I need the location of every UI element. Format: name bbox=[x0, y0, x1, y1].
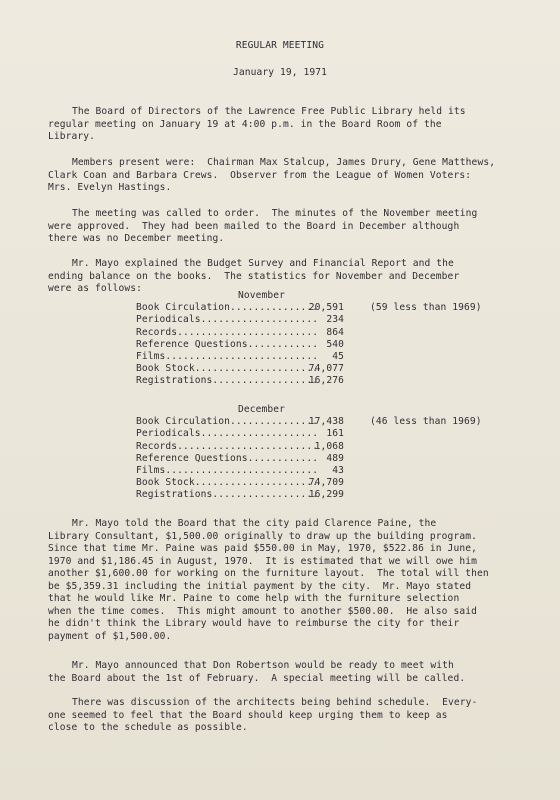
called-line: were approved. They had been mailed to the Board in December although bbox=[48, 220, 460, 232]
consultant-line: he didn't think the Library would have to reimburse the city for their bbox=[48, 618, 460, 629]
budget-line: were as follows: bbox=[48, 283, 143, 294]
stat-row: Book Stock..................... 74,077 bbox=[136, 363, 344, 375]
consultant-line: Mr. Mayo told the Board that the city paid Clarence Paine, the bbox=[72, 518, 437, 529]
intro-line: The Board of Directors of the Lawrence Free Public Library held its bbox=[72, 106, 466, 117]
paragraph-consultant bbox=[48, 518, 489, 643]
budget-line: ending balance on the books. The statistics for November and December bbox=[48, 270, 460, 282]
stat-row: Reference Questions............ 489 bbox=[136, 452, 344, 464]
intro-line: Library. bbox=[48, 131, 96, 142]
stat-row: Book Circulation............... 17,438 (46 less than 1969) bbox=[136, 416, 482, 428]
architects-line: There was discussion of the architects being behind schedule. Every- bbox=[72, 697, 478, 708]
paragraph-members bbox=[48, 157, 495, 195]
stat-row: Records........................ 1,068 bbox=[136, 440, 344, 452]
architects-line: close to the schedule as possible. bbox=[48, 722, 248, 733]
document-date: January 19, 1971 bbox=[232, 67, 327, 78]
stat-row: Films.......................... 45 bbox=[136, 350, 344, 362]
consultant-line: be $5,359.31 including the initial payment by the city. Mr. Mayo stated bbox=[48, 580, 472, 592]
called-line: The meeting was called to order. The minutes of the November meeting bbox=[72, 208, 478, 219]
robertson-line: the Board about the 1st of February. A special meeting will be called. bbox=[48, 672, 466, 684]
consultant-line: that he would like Mr. Paine to come help with the furniture selection bbox=[48, 593, 460, 604]
budget-line: Mr. Mayo explained the Budget Survey and Financial Report and the bbox=[72, 258, 454, 269]
stat-row: Periodicals.................... 161 bbox=[136, 428, 344, 440]
consultant-line: Since that time Mr. Paine was paid $550.00 in May, 1970, $522.86 in June, bbox=[48, 543, 477, 554]
stat-row: Reference Questions............ 540 bbox=[136, 338, 344, 350]
stat-row: Periodicals.................... 234 bbox=[136, 314, 344, 326]
december-heading: December bbox=[238, 404, 286, 415]
consultant-line: 1970 and $1,186.45 in August, 1970. It is estimated that we will owe him bbox=[48, 555, 477, 567]
paragraph-intro bbox=[48, 106, 466, 144]
paragraph-architects bbox=[48, 697, 477, 735]
intro-line: regular meeting on January 19 at 4:00 p.m. in the Board Room of the bbox=[48, 118, 442, 130]
stat-row: Registrations.................. 16,276 bbox=[136, 375, 344, 387]
consultant-line: Library Consultant, $1,500.00 originally to draw up the building program. bbox=[48, 530, 477, 542]
consultant-line: when the time comes. This might amount to another $500.00. He also said bbox=[48, 605, 477, 617]
stat-row: Records........................ 864 bbox=[136, 326, 344, 338]
paragraph-called-to-order bbox=[48, 208, 477, 246]
paragraph-robertson bbox=[48, 660, 465, 685]
december-statistics bbox=[136, 404, 516, 502]
consultant-line: another $1,600.00 for working on the furniture layout. The total will then bbox=[48, 568, 489, 579]
members-line: Clark Coan and Barbara Crews. Observer from the League of Women Voters: bbox=[48, 169, 472, 181]
stat-row: Films.......................... 43 bbox=[136, 464, 344, 476]
called-line: there was no December meeting. bbox=[48, 233, 225, 244]
members-line: Mrs. Evelyn Hastings. bbox=[48, 182, 172, 193]
stat-row: Book Stock..................... 74,709 bbox=[136, 477, 344, 489]
document-title: REGULAR MEETING bbox=[235, 40, 325, 51]
november-statistics bbox=[136, 290, 516, 388]
members-line: Members present were: Chairman Max Stalcup, James Drury, Gene Matthews, bbox=[72, 157, 496, 168]
robertson-line: Mr. Mayo announced that Don Robertson would be ready to meet with bbox=[72, 660, 454, 671]
stat-row: Registrations.................. 16,299 bbox=[136, 489, 344, 501]
stat-row: Book Circulation............... 20,591 (59 less than 1969) bbox=[136, 302, 482, 314]
architects-line: one seemed to feel that the Board should keep urging them to keep as bbox=[48, 709, 448, 721]
consultant-line: payment of $1,500.00. bbox=[48, 630, 172, 642]
november-heading: November bbox=[238, 290, 286, 301]
